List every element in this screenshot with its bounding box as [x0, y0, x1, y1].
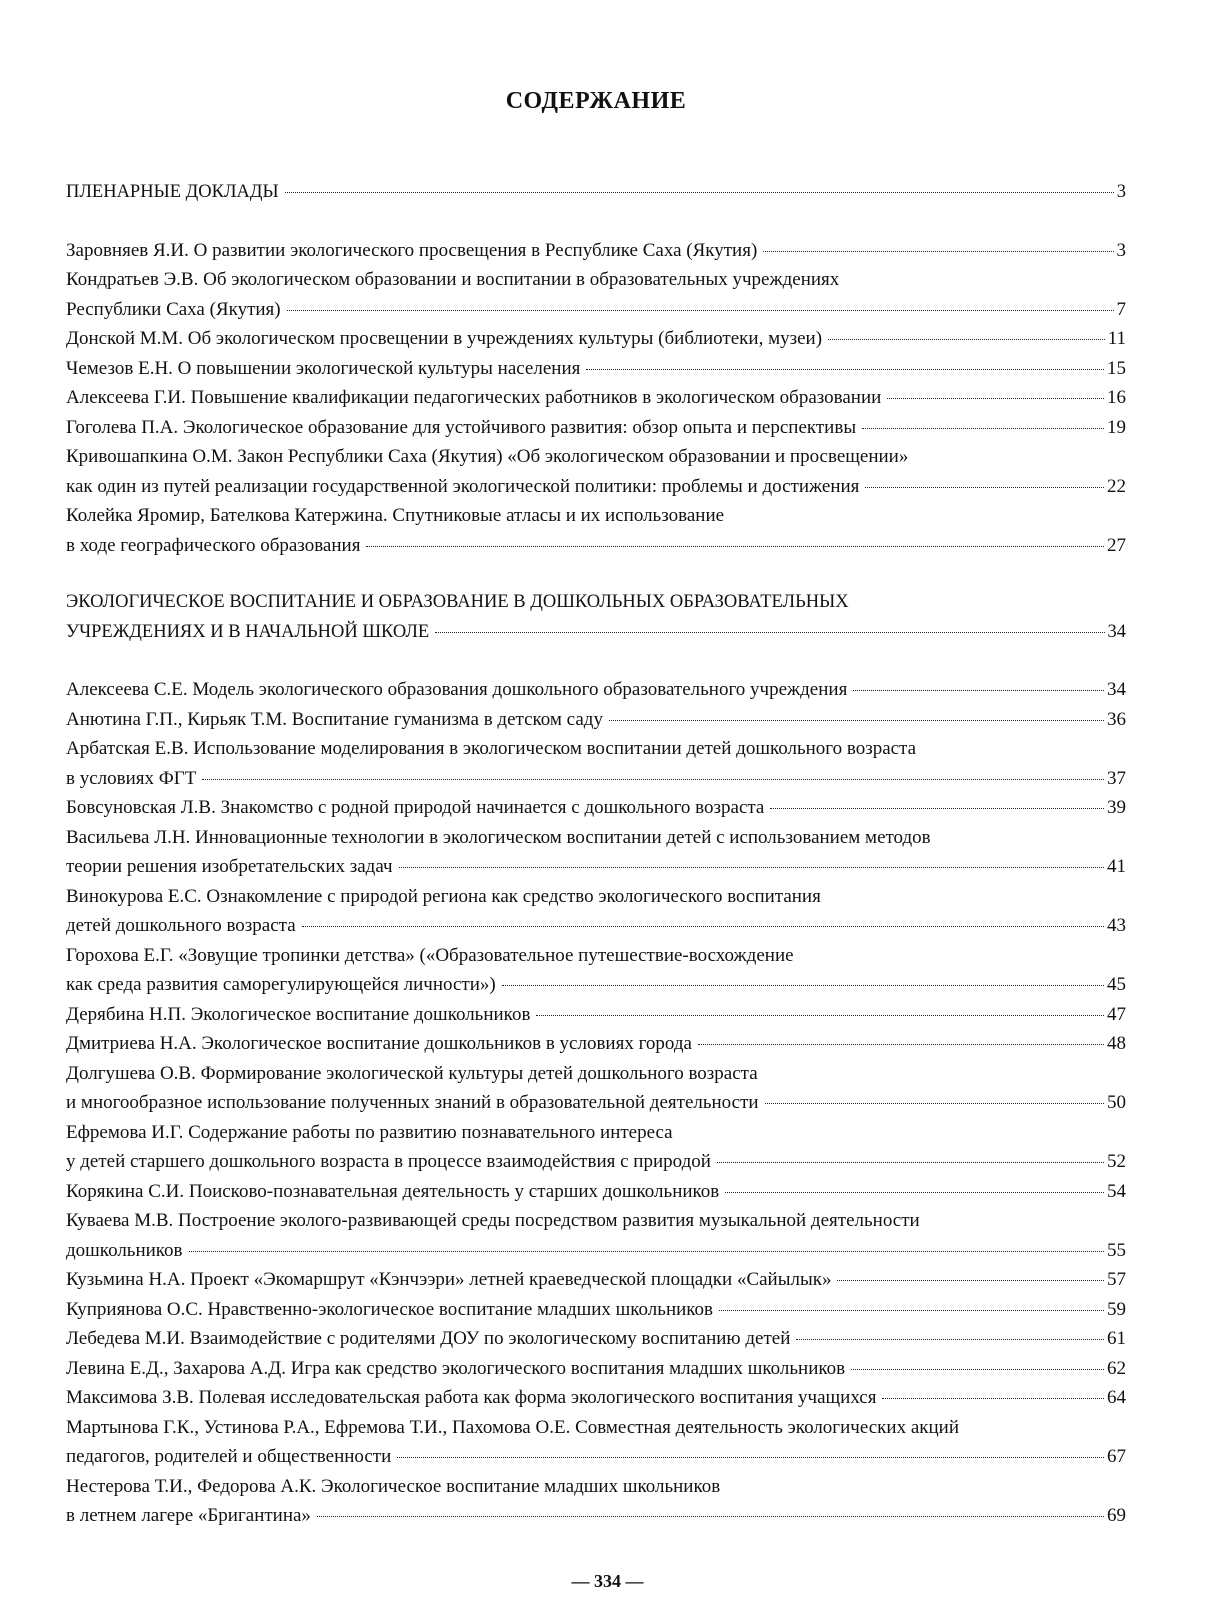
spacer: [66, 647, 1126, 675]
dot-leader: [828, 339, 1105, 340]
toc-entry-text: педагогов, родителей и общественности: [66, 1446, 392, 1467]
toc-line: [66, 852, 1126, 882]
dot-leader: [287, 310, 1114, 311]
toc-page-number: 64: [1107, 1387, 1126, 1408]
toc-entry-text: Куприянова О.С. Нравственно-экологическое воспитание младших школьников: [66, 1298, 714, 1320]
toc-page-number: 15: [1107, 357, 1126, 379]
toc-line: [66, 793, 1126, 823]
toc-line: [66, 1029, 1126, 1059]
toc-line: [66, 1324, 1126, 1354]
toc-entry-text: Дмитриева Н.А. Экологическое воспитание дошкольников в условиях города: [66, 1033, 692, 1054]
toc-line: [66, 531, 1126, 561]
page-number: — 334 —: [571, 1571, 644, 1591]
dot-leader: [586, 369, 1104, 370]
toc-line: [66, 236, 1126, 266]
toc-entry: [66, 442, 1126, 501]
toc-entry-text: у детей старшего дошкольного возраста в процессе взаимодействия с природой: [66, 1151, 711, 1172]
toc-entry: [66, 941, 1126, 1000]
toc-entry-text: Донской М.М. Об экологическом просвещении в учреждениях культуры (библиотеки, музеи): [66, 328, 823, 349]
dot-leader: [717, 1162, 1104, 1163]
toc-entry-text: в летнем лагере «Бригантина»: [66, 1505, 311, 1526]
dot-leader: [302, 926, 1104, 927]
toc-page-number: 61: [1107, 1328, 1126, 1349]
toc-entry-text: Корякина С.И. Поисково-познавательная деятельность у старших дошкольников: [66, 1180, 720, 1202]
toc-page-number: 48: [1107, 1033, 1126, 1054]
toc-entry-text: ПЛЕНАРНЫЕ ДОКЛАДЫ: [66, 182, 279, 202]
toc-line: [66, 764, 1126, 794]
dot-leader: [765, 1103, 1104, 1104]
toc-line: [66, 265, 1126, 295]
toc-entry-text: Максимова З.В. Полевая исследовательская работа как форма экологического воспитания учащихся: [66, 1387, 877, 1408]
toc-line: [66, 705, 1126, 735]
spacer: [66, 560, 1126, 588]
toc-line: [66, 823, 1126, 853]
dot-leader: [435, 632, 1104, 633]
toc-line: [66, 970, 1126, 1000]
dot-leader: [837, 1280, 1104, 1281]
toc-entry-text: Алексеева Г.И. Повышение квалификации педагогических работников в экологическом образовании: [66, 387, 882, 408]
toc-entry: [66, 236, 1126, 266]
dot-leader: [865, 487, 1104, 488]
toc-line: [66, 324, 1126, 354]
toc-entry-text: Республики Саха (Якутия): [66, 298, 281, 320]
toc-entry-text: Заровняев Я.И. О развитии экологического просвещения в Республике Саха (Якутия): [66, 239, 758, 261]
toc-entry: [66, 1206, 1126, 1265]
toc-page-number: 34: [1107, 679, 1126, 700]
toc-entry: [66, 413, 1126, 443]
toc-entry: [66, 1324, 1126, 1354]
dot-leader: [317, 1516, 1104, 1517]
toc-line: [66, 354, 1126, 384]
toc-page-number: 36: [1107, 708, 1126, 730]
toc-entry-text: Кузьмина Н.А. Проект «Экомаршрут «Кэнчээри» летней краеведческой площадки «Сайылык»: [66, 1269, 832, 1290]
toc-entry-text: Колейка Яромир, Бателкова Катержина. Спутниковые атласы и их использование: [66, 505, 725, 526]
toc-page-number: 41: [1107, 856, 1126, 877]
toc-entry-text: Арбатская Е.В. Использование моделирования в экологическом воспитании детей дошкольного возраста: [66, 738, 917, 759]
dot-leader: [887, 398, 1104, 399]
toc-entry-text: Анютина Г.П., Кирьяк Т.М. Воспитание гуманизма в детском саду: [66, 708, 603, 730]
toc-page-number: 22: [1107, 475, 1126, 497]
toc-entry-text: Горохова Е.Г. «Зовущие тропинки детства» («Образовательное путешествие-восхождение: [66, 944, 794, 966]
toc-entry: [66, 1118, 1126, 1177]
toc-entry-text: как один из путей реализации государственной экологической политики: проблемы и достижения: [66, 475, 860, 497]
toc-line: [66, 1265, 1126, 1295]
toc-page-number: 37: [1107, 767, 1126, 789]
toc-line: [66, 1000, 1126, 1030]
toc-entry-text: как среда развития саморегулирующейся личности»): [66, 974, 496, 995]
toc-entry-text: Чемезов Е.Н. О повышении экологической культуры населения: [66, 357, 581, 379]
toc-entry-text: Мартынова Г.К., Устинова Р.А., Ефремова Т.И., Пахомова О.Е. Совместная деятельность экологических акций: [66, 1416, 959, 1438]
toc-line: [66, 618, 1126, 648]
toc-line: [66, 588, 1126, 618]
toc-line: [66, 1413, 1126, 1443]
toc-entry-text: в условиях ФГТ: [66, 767, 197, 789]
toc-page-number: 34: [1107, 621, 1126, 642]
toc-entry: [66, 265, 1126, 324]
toc-line: [66, 1501, 1126, 1531]
toc-entry-text: Ефремова И.Г. Содержание работы по развитию познавательного интереса: [66, 1121, 673, 1143]
page-title: СОДЕРЖАНИЕ: [505, 88, 687, 114]
dot-leader: [851, 1369, 1104, 1370]
dot-leader: [189, 1251, 1104, 1252]
toc-page-number: 67: [1107, 1446, 1126, 1467]
toc-page-number: 43: [1107, 915, 1126, 936]
toc-entry: [66, 354, 1126, 384]
toc-line: [66, 882, 1126, 912]
table-of-contents: [66, 178, 1126, 1531]
spacer: [66, 208, 1126, 236]
dot-leader: [698, 1044, 1104, 1045]
dot-leader: [285, 192, 1114, 193]
toc-line: [66, 734, 1126, 764]
toc-page-number: 50: [1107, 1092, 1126, 1113]
dot-leader: [725, 1192, 1104, 1193]
toc-page-number: 39: [1107, 797, 1126, 818]
toc-line: [66, 1088, 1126, 1118]
toc-line: [66, 472, 1126, 502]
toc-line: [66, 1354, 1126, 1384]
toc-entry-text: Куваева М.В. Построение эколого-развивающей среды посредством развития музыкальной деятельности: [66, 1210, 920, 1231]
toc-page-number: 54: [1107, 1180, 1126, 1202]
toc-entry-text: ЭКОЛОГИЧЕСКОЕ ВОСПИТАНИЕ И ОБРАЗОВАНИЕ В ДОШКОЛЬНЫХ ОБРАЗОВАТЕЛЬНЫХ: [66, 592, 849, 612]
toc-line: [66, 501, 1126, 531]
toc-line: [66, 1295, 1126, 1325]
toc-entry-text: Дерябина Н.П. Экологическое воспитание дошкольников: [66, 1003, 531, 1025]
toc-entry-text: в ходе географического образования: [66, 534, 361, 556]
toc-page-number: 47: [1107, 1003, 1126, 1025]
toc-entry: [66, 705, 1126, 735]
toc-entry: [66, 1383, 1126, 1413]
toc-entry: [66, 1059, 1126, 1118]
toc-line: [66, 1442, 1126, 1472]
dot-leader: [862, 428, 1104, 429]
toc-entry: [66, 1413, 1126, 1472]
toc-line: [66, 1236, 1126, 1266]
toc-entry: [66, 823, 1126, 882]
toc-page-number: 59: [1107, 1298, 1126, 1320]
toc-page-number: 45: [1107, 974, 1126, 995]
toc-entry-text: УЧРЕЖДЕНИЯХ И В НАЧАЛЬНОЙ ШКОЛЕ: [66, 621, 430, 642]
section-heading: [66, 588, 1126, 647]
toc-page-number: 19: [1107, 416, 1126, 438]
dot-leader: [609, 720, 1104, 721]
toc-entry-text: теории решения изобретательских задач: [66, 856, 393, 877]
toc-entry-text: и многообразное использование полученных знаний в образовательной деятельности: [66, 1092, 759, 1113]
toc-entry-text: Гоголева П.А. Экологическое образование для устойчивого развития: обзор опыта и перспективы: [66, 416, 857, 438]
toc-page-number: 16: [1107, 387, 1126, 408]
toc-line: [66, 1059, 1126, 1089]
toc-line: [66, 1118, 1126, 1148]
toc-line: [66, 1177, 1126, 1207]
toc-line: [66, 295, 1126, 325]
dot-leader: [366, 546, 1104, 547]
toc-entry: [66, 383, 1126, 413]
section-heading: [66, 178, 1126, 208]
dot-leader: [397, 1457, 1104, 1458]
toc-line: [66, 675, 1126, 705]
toc-line: [66, 1147, 1126, 1177]
toc-page-number: 7: [1116, 298, 1126, 320]
toc-page-number: 11: [1107, 328, 1126, 349]
toc-page-number: 55: [1107, 1239, 1126, 1261]
toc-entry-text: Бовсуновская Л.В. Знакомство с родной природой начинается с дошкольного возраста: [66, 797, 765, 818]
toc-entry-text: Долгушева О.В. Формирование экологической культуры детей дошкольного возраста: [66, 1062, 758, 1084]
dot-leader: [202, 779, 1104, 780]
toc-line: [66, 911, 1126, 941]
dot-leader: [882, 1398, 1104, 1399]
dot-leader: [399, 867, 1104, 868]
toc-entry: [66, 675, 1126, 705]
toc-line: [66, 413, 1126, 443]
toc-page-number: 27: [1107, 534, 1126, 556]
toc-line: [66, 1383, 1126, 1413]
toc-entry: [66, 324, 1126, 354]
toc-page-number: 62: [1107, 1357, 1126, 1379]
toc-entry: [66, 793, 1126, 823]
toc-line: [66, 178, 1126, 208]
toc-entry: [66, 501, 1126, 560]
toc-entry: [66, 1000, 1126, 1030]
dot-leader: [763, 251, 1113, 252]
toc-page-number: 69: [1107, 1505, 1126, 1526]
toc-entry-text: дошкольников: [66, 1239, 183, 1261]
toc-line: [66, 1206, 1126, 1236]
toc-line: [66, 383, 1126, 413]
dot-leader: [770, 808, 1104, 809]
toc-line: [66, 442, 1126, 472]
dot-leader: [536, 1015, 1104, 1016]
toc-entry-text: Левина Е.Д., Захарова А.Д. Игра как средство экологического воспитания младших школьников: [66, 1357, 846, 1379]
toc-entry-text: Кривошапкина О.М. Закон Республики Саха (Якутия) «Об экологическом образовании и просвещении»: [66, 446, 909, 467]
toc-entry-text: Нестерова Т.И., Федорова А.К. Экологическое воспитание младших школьников: [66, 1475, 721, 1497]
toc-entry: [66, 1177, 1126, 1207]
toc-entry: [66, 1029, 1126, 1059]
toc-entry-text: Васильева Л.Н. Инновационные технологии в экологическом воспитании детей с использованием методов: [66, 826, 931, 848]
toc-line: [66, 941, 1126, 971]
toc-page-number: 3: [1116, 182, 1126, 202]
toc-entry-text: Лебедева М.И. Взаимодействие с родителями ДОУ по экологическому воспитанию детей: [66, 1328, 791, 1349]
toc-entry-text: Винокурова Е.С. Ознакомление с природой региона как средство экологического воспитания: [66, 885, 821, 907]
dot-leader: [853, 690, 1104, 691]
toc-line: [66, 1472, 1126, 1502]
toc-entry: [66, 1472, 1126, 1531]
toc-entry-text: Кондратьев Э.В. Об экологическом образовании и воспитании в образовательных учреждениях: [66, 269, 840, 290]
toc-page-number: 57: [1107, 1269, 1126, 1290]
dot-leader: [796, 1339, 1104, 1340]
toc-page-number: 3: [1116, 239, 1126, 261]
toc-page-number: 52: [1107, 1151, 1126, 1172]
dot-leader: [719, 1310, 1104, 1311]
toc-entry: [66, 734, 1126, 793]
dot-leader: [502, 985, 1104, 986]
toc-entry-text: детей дошкольного возраста: [66, 915, 296, 936]
toc-entry: [66, 882, 1126, 941]
toc-entry: [66, 1265, 1126, 1295]
toc-entry: [66, 1295, 1126, 1325]
toc-entry: [66, 1354, 1126, 1384]
toc-entry-text: Алексеева С.Е. Модель экологического образования дошкольного образовательного учреждения: [66, 679, 848, 700]
